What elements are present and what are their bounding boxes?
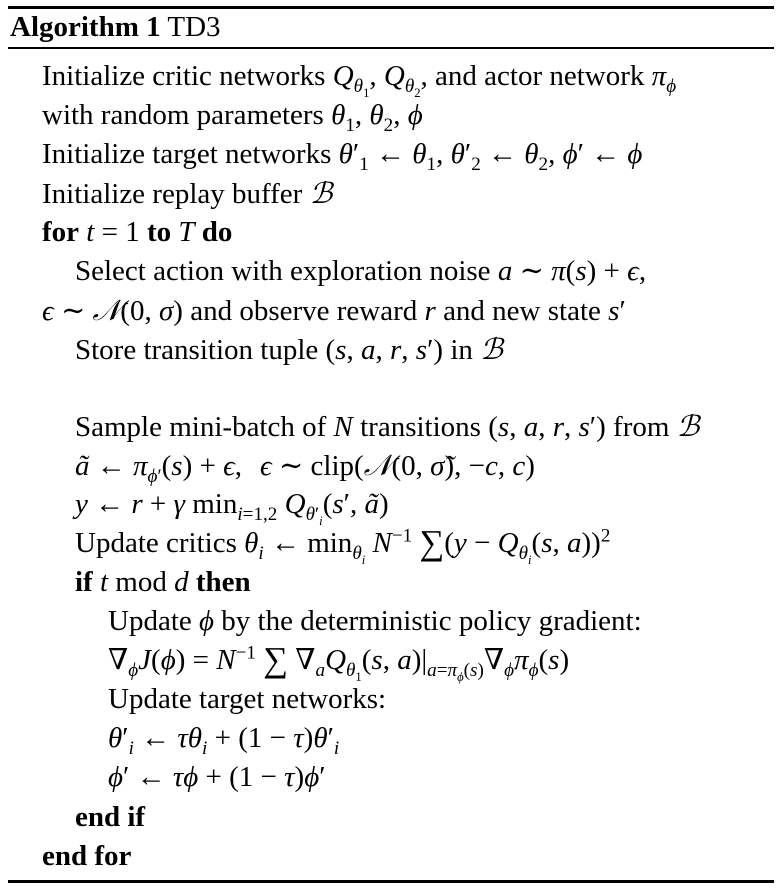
algorithm-title [10,10,221,44]
bottom-rule [8,880,774,883]
line-update-targets [108,682,386,716]
title-rule [8,47,774,49]
text-init-buffer: Initialize replay buffer [42,178,303,210]
keyword-end-for: end for [42,840,132,872]
text-and-actor: , and actor network [420,60,645,92]
keyword-if: if [75,566,93,598]
text-observe: and observe reward [190,295,418,327]
text-update-targets: Update target networks: [108,683,387,715]
line-for: for t = 1 to T do [42,216,233,248]
line-end-if [75,800,145,834]
line-target-value: y ← r + γ $\min_{i=1,2} Q_{\theta'_i}(s'$, ã) [75,488,389,528]
keyword-then: then [195,566,251,598]
text-select-action: Select action with exploration noise [75,255,491,287]
text-init-critic: Initialize critic networks [42,60,326,92]
line-policy-gradient: $\nabla_\phi J(\phi) = N^{-1}$ ∑ $\nabla_aQ_{\theta_1}(s$, $a)|_{a=\pi_\phi(s)}\nabla_\phi\pi_\phi(s)$ [108,639,570,684]
text-update-phi: Update [108,605,192,637]
text-store: Store transition tuple [75,334,319,366]
text-mod: mod [115,566,167,598]
line-random-params: with random parameters $\theta_1$, $\theta_2$, ϕ [42,99,423,136]
text-update-critics: Update critics [75,527,237,559]
line-target-action: ã ← $\pi_{\phi'}(s) + \epsilon$, ϵ ∼ clip(𝒩(0, σ̃), −c, c) [75,448,535,487]
keyword-to: to [146,216,172,248]
line-end-for [42,839,131,873]
text-init-target: Initialize target networks [42,138,332,170]
keyword-do: do [201,216,233,248]
line-target-phi: ϕ′ ← τϕ + (1 − τ)ϕ′ [108,761,326,793]
text-with-random: with random parameters [42,99,324,131]
keyword-end-if: end if [75,801,146,833]
text-transitions: transitions [360,411,481,443]
algorithm-label: Algorithm 1 [10,11,161,43]
line-select-action: Select action with exploration noise a ∼ π(s) + ϵ, [75,255,647,287]
text-sample: Sample mini-batch of [75,411,327,443]
top-rule [8,6,774,9]
line-update-phi: Update ϕ by the deterministic policy gradient: [108,605,642,637]
line-init-buffer: Initialize replay buffer ℬ [42,176,333,210]
line-target-theta: $\theta'_i$ ← $\tau\theta_i + (1 - \tau)\theta'_i$ [108,722,340,759]
text-in: in [450,334,473,366]
text-by-gradient: by the deterministic policy gradient: [221,605,642,637]
line-init-target: Initialize target networks $\theta'_1$ ← $\theta_1$, $\theta'_2$ ← $\theta_2$, ϕ′ ← ϕ [42,138,643,175]
line-if: if t mod d then [75,566,251,598]
text-new-state: and new state [443,295,601,327]
keyword-for: for [42,216,80,248]
algorithm-name: TD3 [167,11,221,43]
line-sample: Sample mini-batch of N transitions (s, a, r, s′) from ℬ [75,409,700,443]
line-noise-observe: ϵ ∼ 𝒩(0, σ) and observe reward r and new state s′ [42,293,626,327]
line-store: Store transition tuple (s, a, r, s′) in ℬ [75,332,503,366]
line-update-critics: Update critics $\theta_i$ ← $\min_{\theta_i} N^{-1}$ $\sum(y - Q_{\theta_i}(s$, a))$^2$ [75,522,611,567]
text-from: from [613,411,670,443]
line-init-critic: Initialize critic networks $Q_{\theta_1}$, $Q_{\theta_2}$, and actor network $\pi_\phi$ [42,60,677,100]
